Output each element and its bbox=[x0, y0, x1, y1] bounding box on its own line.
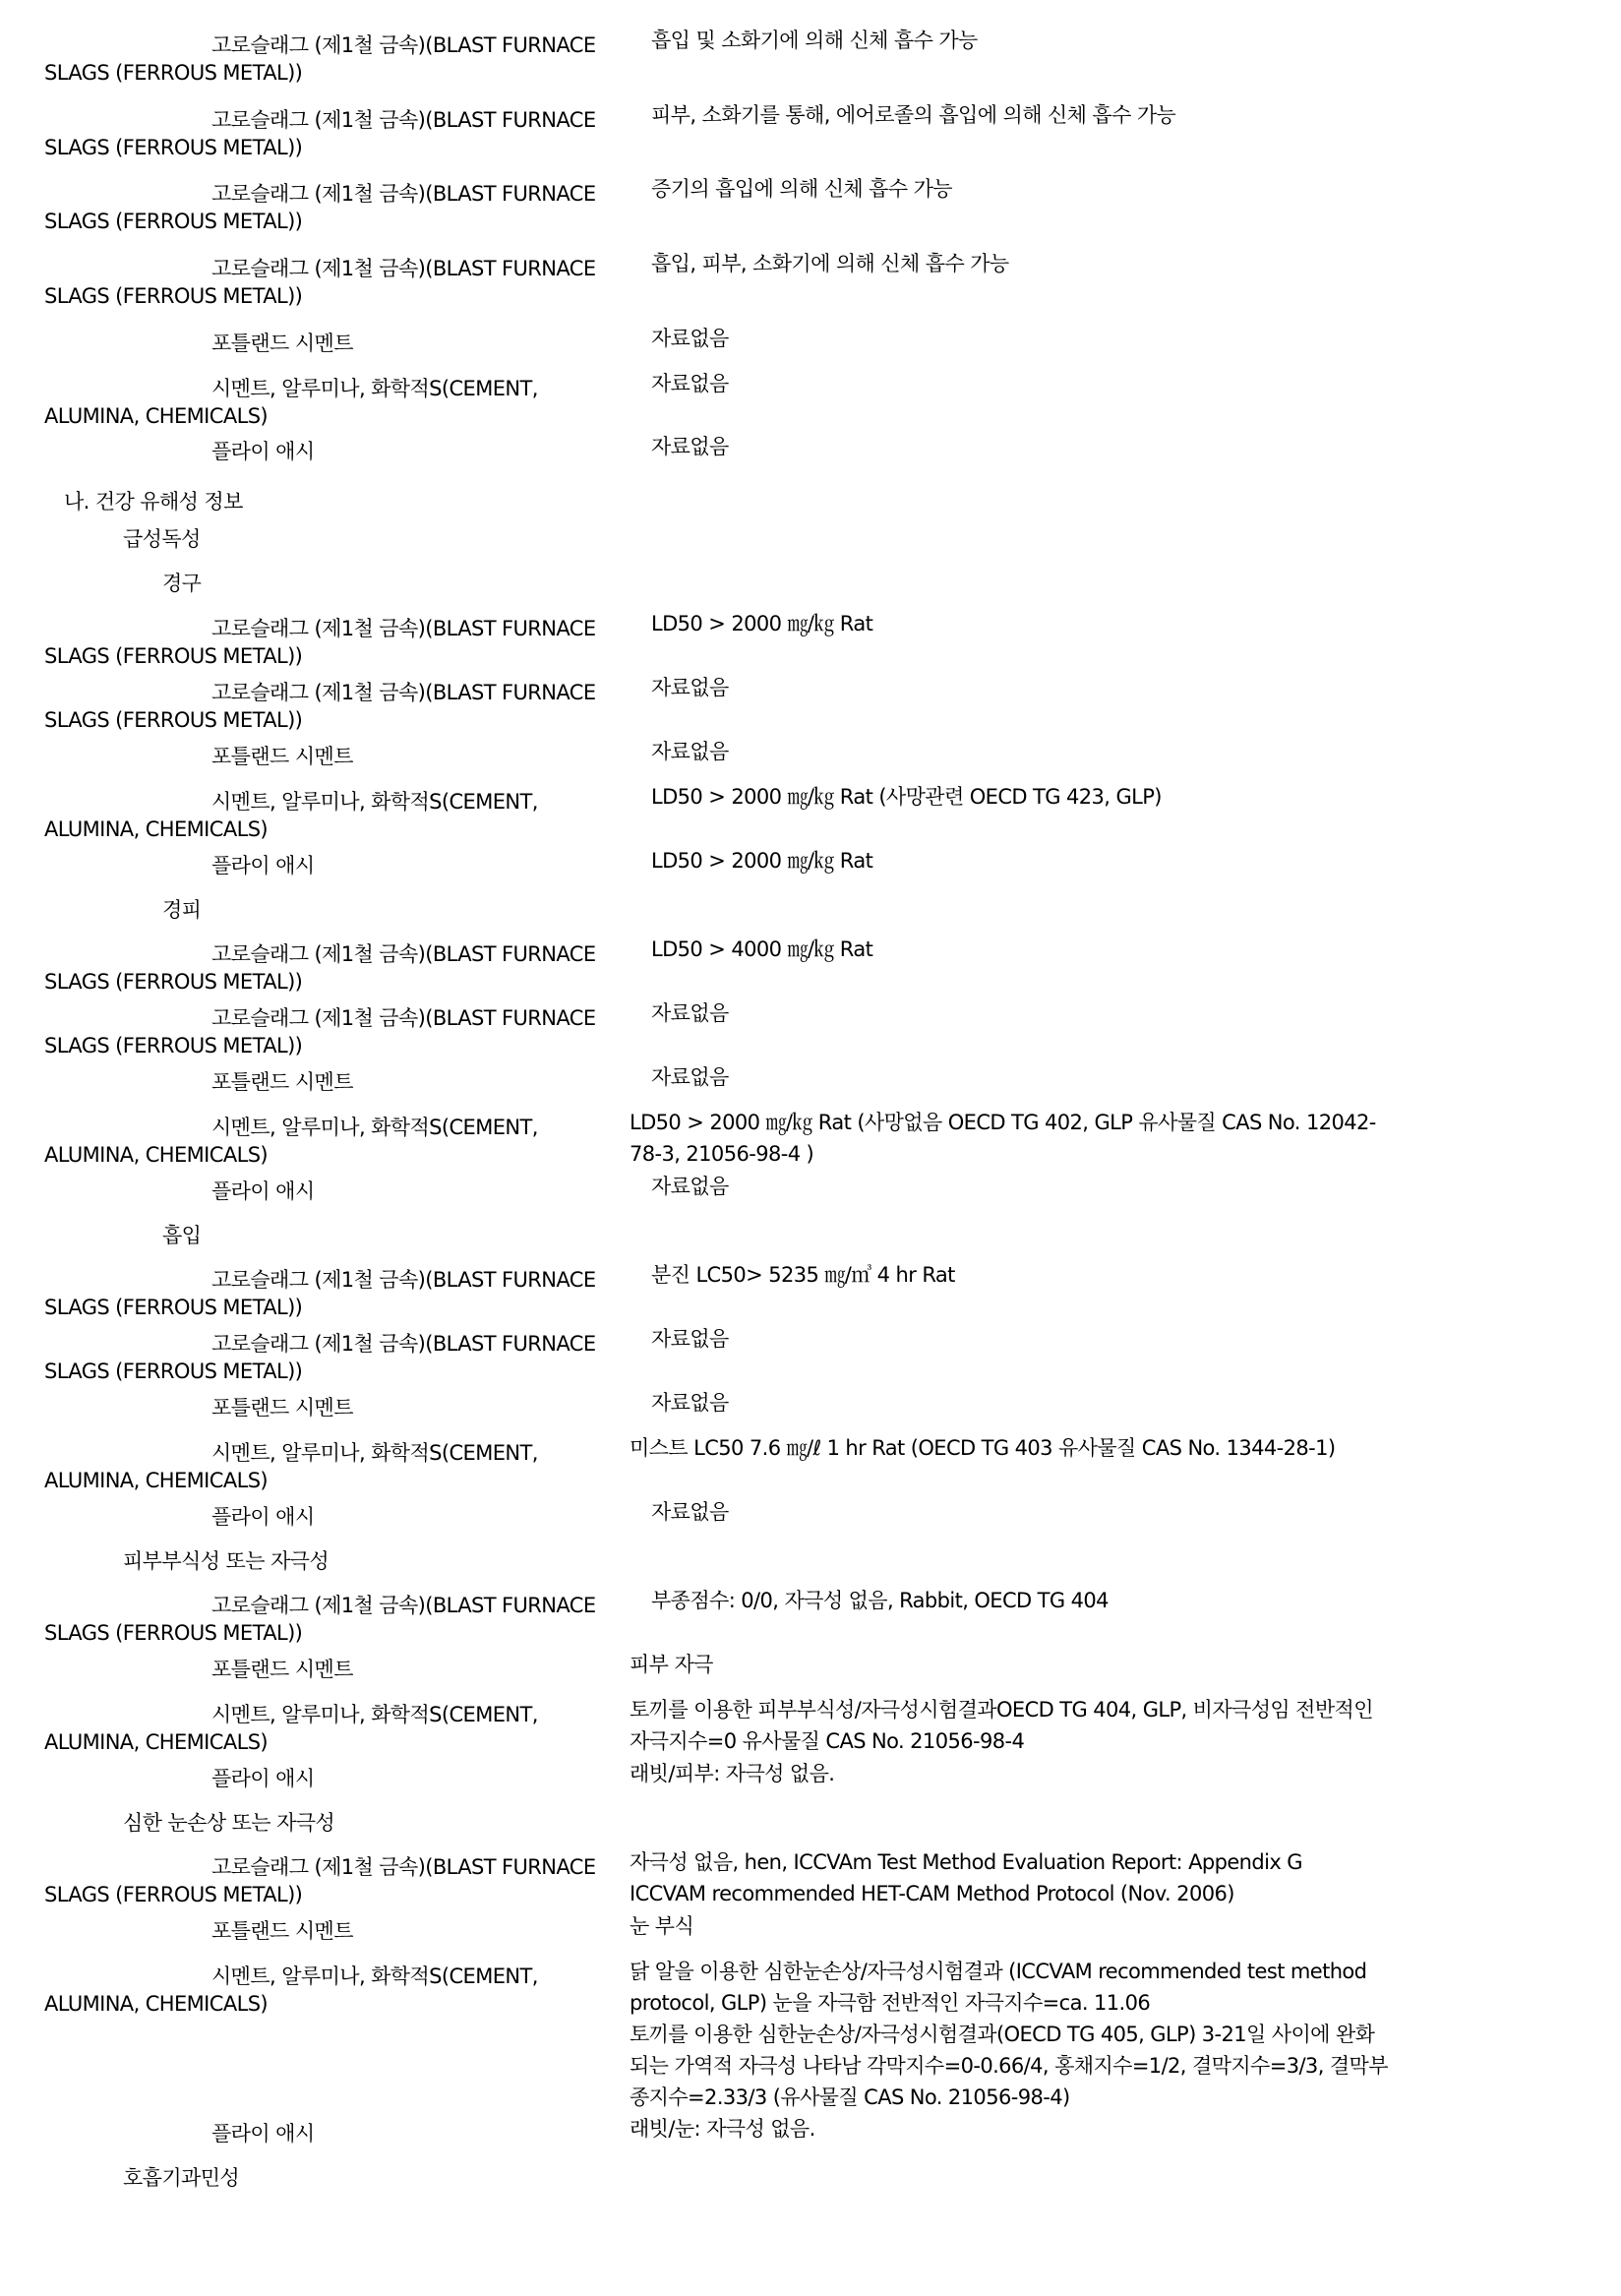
value-text bbox=[630, 1956, 1446, 2113]
substance-name: 시멘트, 알루미나, 화학적S(CEMENT, bbox=[211, 790, 538, 814]
value-text: 자료없음 bbox=[651, 1391, 729, 1415]
subsection-title: 피부부식성 또는 자극성 bbox=[123, 1549, 330, 1573]
substance-name: 고로슬래그 (제1철 금속)(BLAST FURNACE bbox=[211, 1855, 596, 1879]
substance-name: 시멘트, 알루미나, 화학적S(CEMENT, bbox=[211, 377, 538, 400]
substance-name: 고로슬래그 (제1철 금속)(BLAST FURNACE bbox=[211, 942, 596, 966]
value-line: protocol, GLP) 눈을 자극함 전반적인 자극지수=ca. 11.06 bbox=[630, 1991, 1151, 2015]
value-text: 자료없음 bbox=[651, 1065, 729, 1089]
value-text: 부종점수: 0/0, 자극성 없음, Rabbit, OECD TG 404 bbox=[651, 1589, 1109, 1612]
value-text: 자료없음 bbox=[651, 1175, 729, 1198]
value-text: 래빗/피부: 자극성 없음. bbox=[630, 1762, 835, 1785]
substance-name: 고로슬래그 (제1철 금속)(BLAST FURNACE bbox=[211, 1594, 596, 1617]
value-line: LD50 > 2000 ㎎/㎏ Rat (사망없음 OECD TG 402, GLP 유사물질 CAS No. 12042- bbox=[630, 1111, 1376, 1134]
substance-name-cont: ALUMINA, CHEMICALS) bbox=[44, 817, 269, 841]
route-title: 경피 bbox=[162, 898, 202, 922]
substance-name-cont: SLAGS (FERROUS METAL)) bbox=[44, 1034, 303, 1057]
route-title: 흡입 bbox=[162, 1224, 202, 1247]
value-text: 증기의 흡입에 의해 신체 흡수 가능 bbox=[651, 177, 952, 201]
substance-name-cont: ALUMINA, CHEMICALS) bbox=[44, 1143, 269, 1167]
substance-name-cont: ALUMINA, CHEMICALS) bbox=[44, 1730, 269, 1754]
value-text: LD50 > 2000 ㎎/㎏ Rat bbox=[651, 612, 873, 635]
substance-name: 포틀랜드 시멘트 bbox=[211, 1396, 353, 1420]
substance-name: 포틀랜드 시멘트 bbox=[211, 332, 353, 355]
substance-name-cont: SLAGS (FERROUS METAL)) bbox=[44, 136, 303, 159]
value-text bbox=[630, 1694, 1446, 1757]
substance-name-cont: ALUMINA, CHEMICALS) bbox=[44, 1469, 269, 1492]
value-text: 흡입 및 소화기에 의해 신체 흡수 가능 bbox=[651, 29, 978, 52]
substance-name: 시멘트, 알루미나, 화학적S(CEMENT, bbox=[211, 1116, 538, 1139]
value-text: 자료없음 bbox=[651, 1327, 729, 1351]
substance-name: 고로슬래그 (제1철 금속)(BLAST FURNACE bbox=[211, 108, 596, 132]
route-title: 경구 bbox=[162, 572, 202, 595]
substance-name: 플라이 애시 bbox=[211, 1767, 315, 1790]
subsection-title: 호흡기과민성 bbox=[123, 2166, 240, 2190]
substance-name: 포틀랜드 시멘트 bbox=[211, 1070, 353, 1094]
substance-name: 포틀랜드 시멘트 bbox=[211, 1658, 353, 1681]
substance-name-cont: ALUMINA, CHEMICALS) bbox=[44, 404, 269, 428]
value-text: 자료없음 bbox=[651, 1500, 729, 1524]
value-line: 되는 가역적 자극성 나타남 각막지수=0-0.66/4, 홍채지수=1/2, 결막지수=3/3, 결막부 bbox=[630, 2054, 1388, 2078]
value-text: 자료없음 bbox=[651, 740, 729, 763]
substance-name-cont: SLAGS (FERROUS METAL)) bbox=[44, 1883, 303, 1906]
value-line: 토끼를 이용한 심한눈손상/자극성시험결과(OECD TG 405, GLP) 3-21일 사이에 완화 bbox=[630, 2023, 1375, 2046]
value-text: LD50 > 2000 ㎎/㎏ Rat bbox=[651, 849, 873, 873]
substance-name: 고로슬래그 (제1철 금속)(BLAST FURNACE bbox=[211, 681, 596, 704]
value-text: 눈 부식 bbox=[630, 1914, 694, 1938]
substance-name-cont: SLAGS (FERROUS METAL)) bbox=[44, 284, 303, 308]
value-text: 분진 LC50> 5235 ㎎/㎥ 4 hr Rat bbox=[651, 1263, 955, 1287]
substance-name-cont: SLAGS (FERROUS METAL)) bbox=[44, 1359, 303, 1383]
substance-name-cont: SLAGS (FERROUS METAL)) bbox=[44, 970, 303, 994]
value-text: 미스트 LC50 7.6 ㎎/ℓ 1 hr Rat (OECD TG 403 유사물질 CAS No. 1344-28-1) bbox=[630, 1436, 1336, 1460]
value-text: LD50 > 2000 ㎎/㎏ Rat (사망관련 OECD TG 423, GLP) bbox=[651, 785, 1162, 809]
subsection-title: 급성독성 bbox=[123, 527, 201, 551]
substance-name: 포틀랜드 시멘트 bbox=[211, 745, 353, 768]
substance-name: 플라이 애시 bbox=[211, 1179, 315, 1203]
value-line: 토끼를 이용한 피부부식성/자극성시험결과OECD TG 404, GLP, 비자극성임 전반적인 bbox=[630, 1698, 1373, 1722]
substance-name: 시멘트, 알루미나, 화학적S(CEMENT, bbox=[211, 1964, 538, 1988]
substance-name-cont: ALUMINA, CHEMICALS) bbox=[44, 1992, 269, 2016]
substance-name: 고로슬래그 (제1철 금속)(BLAST FURNACE bbox=[211, 1332, 596, 1356]
substance-name: 고로슬래그 (제1철 금속)(BLAST FURNACE bbox=[211, 1006, 596, 1030]
substance-name: 플라이 애시 bbox=[211, 854, 315, 877]
substance-name: 플라이 애시 bbox=[211, 440, 315, 463]
value-text: 자료없음 bbox=[651, 327, 729, 350]
value-text: 래빗/눈: 자극성 없음. bbox=[630, 2117, 815, 2141]
substance-name-cont: SLAGS (FERROUS METAL)) bbox=[44, 1296, 303, 1319]
section-title: 나. 건강 유해성 정보 bbox=[64, 490, 243, 514]
substance-name: 시멘트, 알루미나, 화학적S(CEMENT, bbox=[211, 1703, 538, 1726]
substance-name: 플라이 애시 bbox=[211, 2122, 315, 2145]
value-line: 종지수=2.33/3 (유사물질 CAS No. 21056-98-4) bbox=[630, 2085, 1070, 2109]
value-text: 자료없음 bbox=[651, 1001, 729, 1025]
substance-name-cont: SLAGS (FERROUS METAL)) bbox=[44, 644, 303, 668]
substance-name: 고로슬래그 (제1철 금속)(BLAST FURNACE bbox=[211, 617, 596, 640]
value-text bbox=[630, 1846, 1446, 1909]
substance-name-cont: SLAGS (FERROUS METAL)) bbox=[44, 61, 303, 85]
value-text: 자료없음 bbox=[651, 435, 729, 458]
value-text: 흡입, 피부, 소화기에 의해 신체 흡수 가능 bbox=[651, 252, 1009, 275]
value-text: 자료없음 bbox=[651, 676, 729, 699]
value-line: 자극성 없음, hen, ICCVAm Test Method Evaluation Report: Appendix G bbox=[630, 1850, 1302, 1874]
substance-name: 고로슬래그 (제1철 금속)(BLAST FURNACE bbox=[211, 182, 596, 206]
value-text: LD50 > 4000 ㎎/㎏ Rat bbox=[651, 937, 873, 961]
value-text: 피부 자극 bbox=[630, 1653, 713, 1676]
substance-name: 고로슬래그 (제1철 금속)(BLAST FURNACE bbox=[211, 257, 596, 280]
substance-name-cont: SLAGS (FERROUS METAL)) bbox=[44, 210, 303, 233]
substance-name: 고로슬래그 (제1철 금속)(BLAST FURNACE bbox=[211, 1268, 596, 1292]
substance-name: 플라이 애시 bbox=[211, 1505, 315, 1529]
substance-name-cont: SLAGS (FERROUS METAL)) bbox=[44, 708, 303, 732]
value-line: 닭 알을 이용한 심한눈손상/자극성시험결과 (ICCVAM recommended test method bbox=[630, 1960, 1367, 1983]
value-text: 자료없음 bbox=[651, 372, 729, 395]
substance-name: 고로슬래그 (제1철 금속)(BLAST FURNACE bbox=[211, 33, 596, 57]
substance-name: 시멘트, 알루미나, 화학적S(CEMENT, bbox=[211, 1441, 538, 1465]
value-line: ICCVAM recommended HET-CAM Method Protocol (Nov. 2006) bbox=[630, 1882, 1234, 1905]
value-text: 피부, 소화기를 통해, 에어로졸의 흡입에 의해 신체 흡수 가능 bbox=[651, 103, 1176, 127]
value-line: 자극지수=0 유사물질 CAS No. 21056-98-4 bbox=[630, 1729, 1025, 1753]
value-text bbox=[630, 1107, 1446, 1170]
subsection-title: 심한 눈손상 또는 자극성 bbox=[123, 1811, 335, 1835]
substance-name-cont: SLAGS (FERROUS METAL)) bbox=[44, 1621, 303, 1645]
value-line: 78-3, 21056-98-4 ) bbox=[630, 1142, 814, 1166]
substance-name: 포틀랜드 시멘트 bbox=[211, 1919, 353, 1943]
